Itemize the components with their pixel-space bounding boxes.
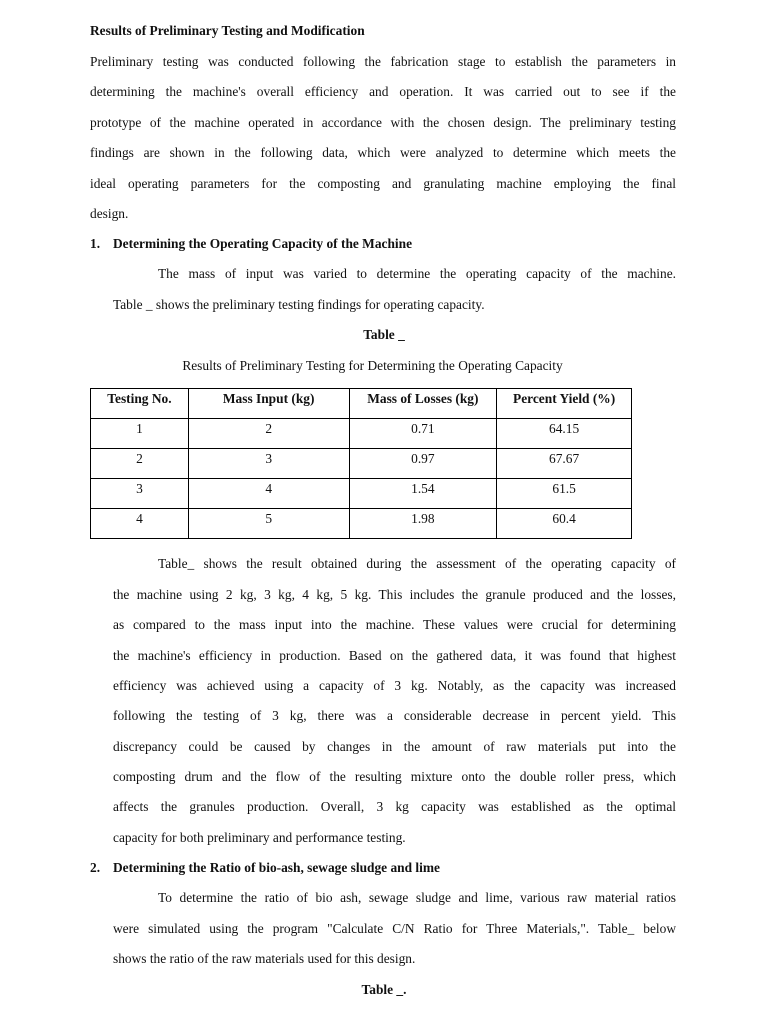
table-cell: 1.54 (349, 479, 497, 509)
table-header-row (91, 389, 632, 419)
intro-line: ideal operating parameters for the composting and granulating machine employing the final (90, 176, 676, 191)
intro-line: Preliminary testing was conducted following the fabrication stage to establish the parameters in (90, 54, 676, 69)
para2-line: as compared to the mass input into the machine. These values were crucial for determining (113, 617, 676, 632)
intro-line: determining the machine's overall efficiency and operation. It was carried out to see if the (90, 84, 676, 99)
para2-line: following the testing of 3 kg, there was a considerable decrease in percent yield. This (113, 708, 676, 723)
operating-capacity-table (90, 388, 632, 539)
para2-line: efficiency was achieved using a capacity of 3 kg. Notably, as the capacity was increased (113, 678, 676, 693)
table-2-label: Table _. (361, 982, 407, 997)
table-cell: 67.67 (497, 449, 632, 479)
table-cell: 4 (188, 479, 349, 509)
table-row (91, 449, 632, 479)
table-cell: 5 (188, 509, 349, 539)
para2-line: discrepancy could be caused by changes in the amount of raw materials put into the (113, 739, 676, 754)
column-header: Mass of Losses (kg) (349, 389, 497, 419)
para2-line: composting drum and the flow of the resulting mixture onto the double roller press, which (113, 769, 676, 784)
para1-line: Table _ shows the preliminary testing findings for operating capacity. (113, 297, 485, 312)
table-cell: 3 (188, 449, 349, 479)
table-cell: 2 (91, 449, 189, 479)
para2-line: the machine using 2 kg, 3 kg, 4 kg, 5 kg. This includes the granule produced and the losses, (113, 587, 676, 602)
para1-line: The mass of input was varied to determine the operating capacity of the machine. (158, 266, 676, 281)
table-1-caption: Results of Preliminary Testing for Determining the Operating Capacity (182, 358, 563, 373)
table-cell: 0.71 (349, 419, 497, 449)
table-row (91, 509, 632, 539)
table-cell: 0.97 (349, 449, 497, 479)
table-row (91, 479, 632, 509)
para3-line: To determine the ratio of bio ash, sewage sludge and lime, various raw material ratios (158, 890, 676, 905)
table-cell: 3 (91, 479, 189, 509)
intro-line: design. (90, 206, 129, 221)
para2-line: the machine's efficiency in production. Based on the gathered data, it was found that highest (113, 648, 676, 663)
column-header: Mass Input (kg) (188, 389, 349, 419)
column-header: Testing No. (91, 389, 189, 419)
section-title: Results of Preliminary Testing and Modification (90, 23, 365, 38)
table-cell: 60.4 (497, 509, 632, 539)
table-cell: 64.15 (497, 419, 632, 449)
table-1-label: Table _ (363, 327, 405, 342)
table-cell: 2 (188, 419, 349, 449)
para3-line: were simulated using the program "Calculate C/N Ratio for Three Materials,". Table_ below (113, 921, 676, 936)
table-cell: 4 (91, 509, 189, 539)
table-cell: 61.5 (497, 479, 632, 509)
para3-line: shows the ratio of the raw materials used for this design. (113, 951, 416, 966)
heading-1-text: Determining the Operating Capacity of the Machine (113, 236, 413, 251)
intro-line: findings are shown in the following data, which were analyzed to determine which meets the (90, 145, 676, 160)
heading-1-number: 1. (90, 236, 101, 251)
table-cell: 1 (91, 419, 189, 449)
heading-2-text: Determining the Ratio of bio-ash, sewage sludge and lime (113, 860, 440, 875)
heading-2-number: 2. (90, 860, 101, 875)
intro-line: prototype of the machine operated in accordance with the chosen design. The preliminary testing (90, 115, 676, 130)
column-header: Percent Yield (%) (497, 389, 632, 419)
para2-line: capacity for both preliminary and performance testing. (113, 830, 406, 845)
table-cell: 1.98 (349, 509, 497, 539)
para2-line: affects the granules production. Overall, 3 kg capacity was established as the optimal (113, 799, 676, 814)
table-row (91, 419, 632, 449)
para2-line: Table_ shows the result obtained during the assessment of the operating capacity of (158, 556, 676, 571)
